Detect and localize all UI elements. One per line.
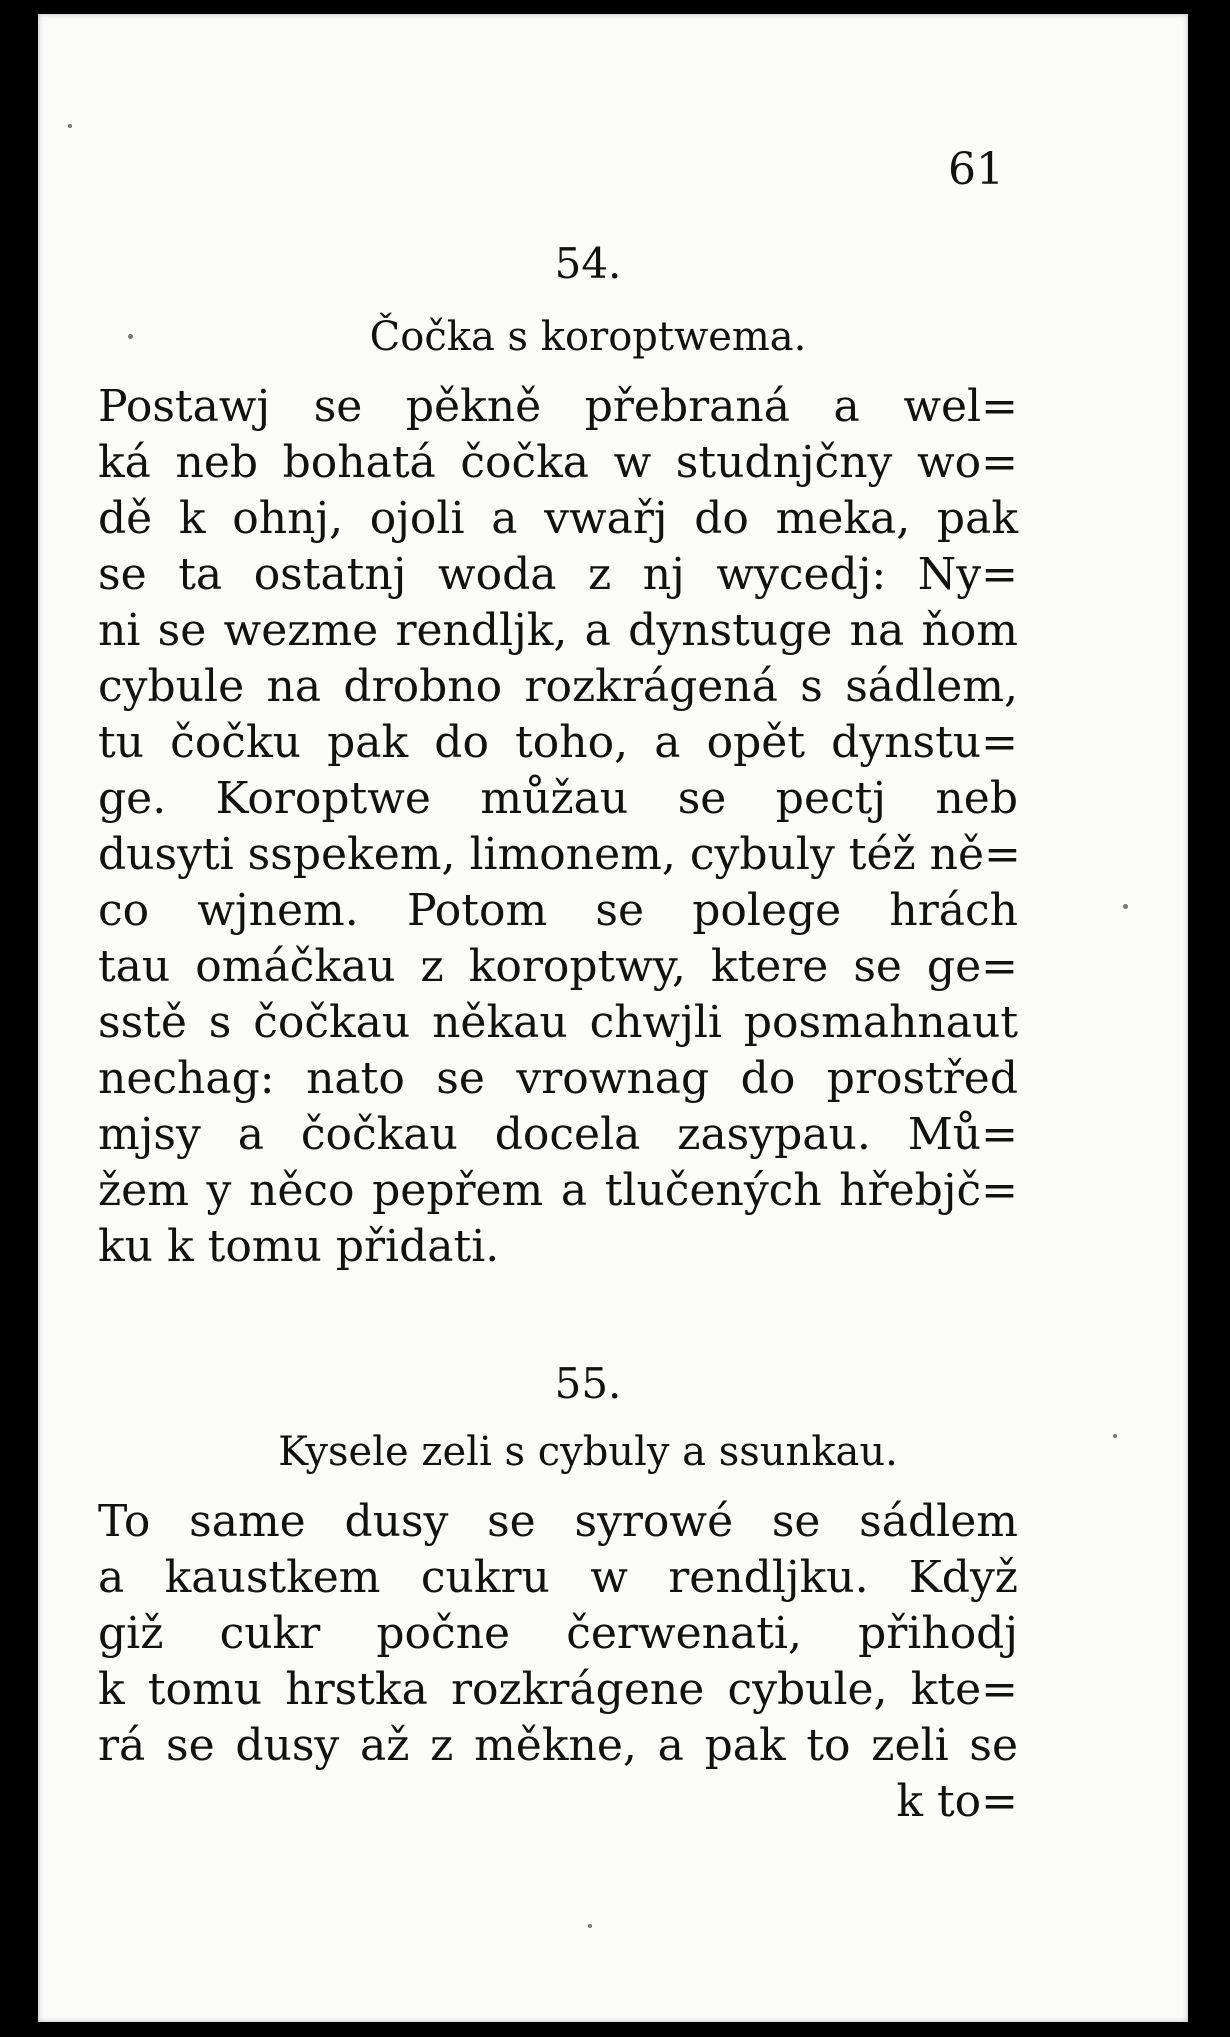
text-line: žem y něco pepřem a tlučených hřebjč= xyxy=(98,1165,1018,1216)
text-line: nechag: nato se vrownag do prostřed xyxy=(98,1053,1018,1104)
book-page xyxy=(38,14,1188,2022)
text-line: ku k tomu přidati. xyxy=(98,1221,500,1272)
text-line: rá se dusy až z měkne, a pak to zeli se xyxy=(98,1720,1018,1771)
page-number: 61 xyxy=(948,144,1004,195)
catchword: k to= xyxy=(896,1776,1018,1827)
text-line: tu čočku pak do toho, a opět dynstu= xyxy=(98,717,1018,768)
text-line: dusyti sspekem, limonem, cybuly též ně= xyxy=(98,829,1021,880)
text-line: To same dusy se syrowé se sádlem xyxy=(98,1496,1018,1547)
text-line: sstě s čočkau někau chwjli posmahnaut xyxy=(98,997,1018,1048)
paper-speck xyxy=(1123,904,1128,909)
text-line: a kaustkem cukru w rendljku. Když xyxy=(98,1552,1018,1603)
text-line: Postawj se pěkně přebraná a wel= xyxy=(98,381,1018,432)
text-line: se ta ostatnj woda z nj wycedj: Ny= xyxy=(98,549,1018,600)
text-line: ká neb bohatá čočka w studnjčny wo= xyxy=(98,437,1018,488)
recipe-paragraph-54 xyxy=(98,379,1021,1275)
text-line: ni se wezme rendljk, a dynstuge na ňom xyxy=(98,605,1018,656)
section-number-55: 55. xyxy=(554,1359,622,1408)
paper-speck xyxy=(68,124,72,128)
text-line: giž cukr počne čerwenati, přihodj xyxy=(98,1608,1018,1659)
text-line: tau omáčkau z koroptwy, ktere se ge= xyxy=(98,941,1018,992)
text-line: cybule na drobno rozkrágená s sádlem, xyxy=(98,661,1018,712)
text-line: k tomu hrstka rozkrágene cybule, kte= xyxy=(98,1664,1018,1715)
text-line: dě k ohnj, ojoli a vwařj do meka, pak xyxy=(98,493,1018,544)
section-title-55: Kysele zeli s cybuly a ssunkau. xyxy=(278,1429,898,1475)
text-line: mjsy a čočkau docela zasypau. Mů= xyxy=(98,1109,1018,1160)
section-number-54: 54. xyxy=(554,239,622,288)
paper-speck xyxy=(588,1924,592,1928)
recipe-paragraph-55 xyxy=(98,1494,1018,1830)
text-line: ge. Koroptwe můžau se pectj neb xyxy=(98,773,1018,824)
section-title-54: Čočka s koroptwema. xyxy=(369,314,807,360)
text-line: co wjnem. Potom se polege hrách xyxy=(98,885,1018,936)
